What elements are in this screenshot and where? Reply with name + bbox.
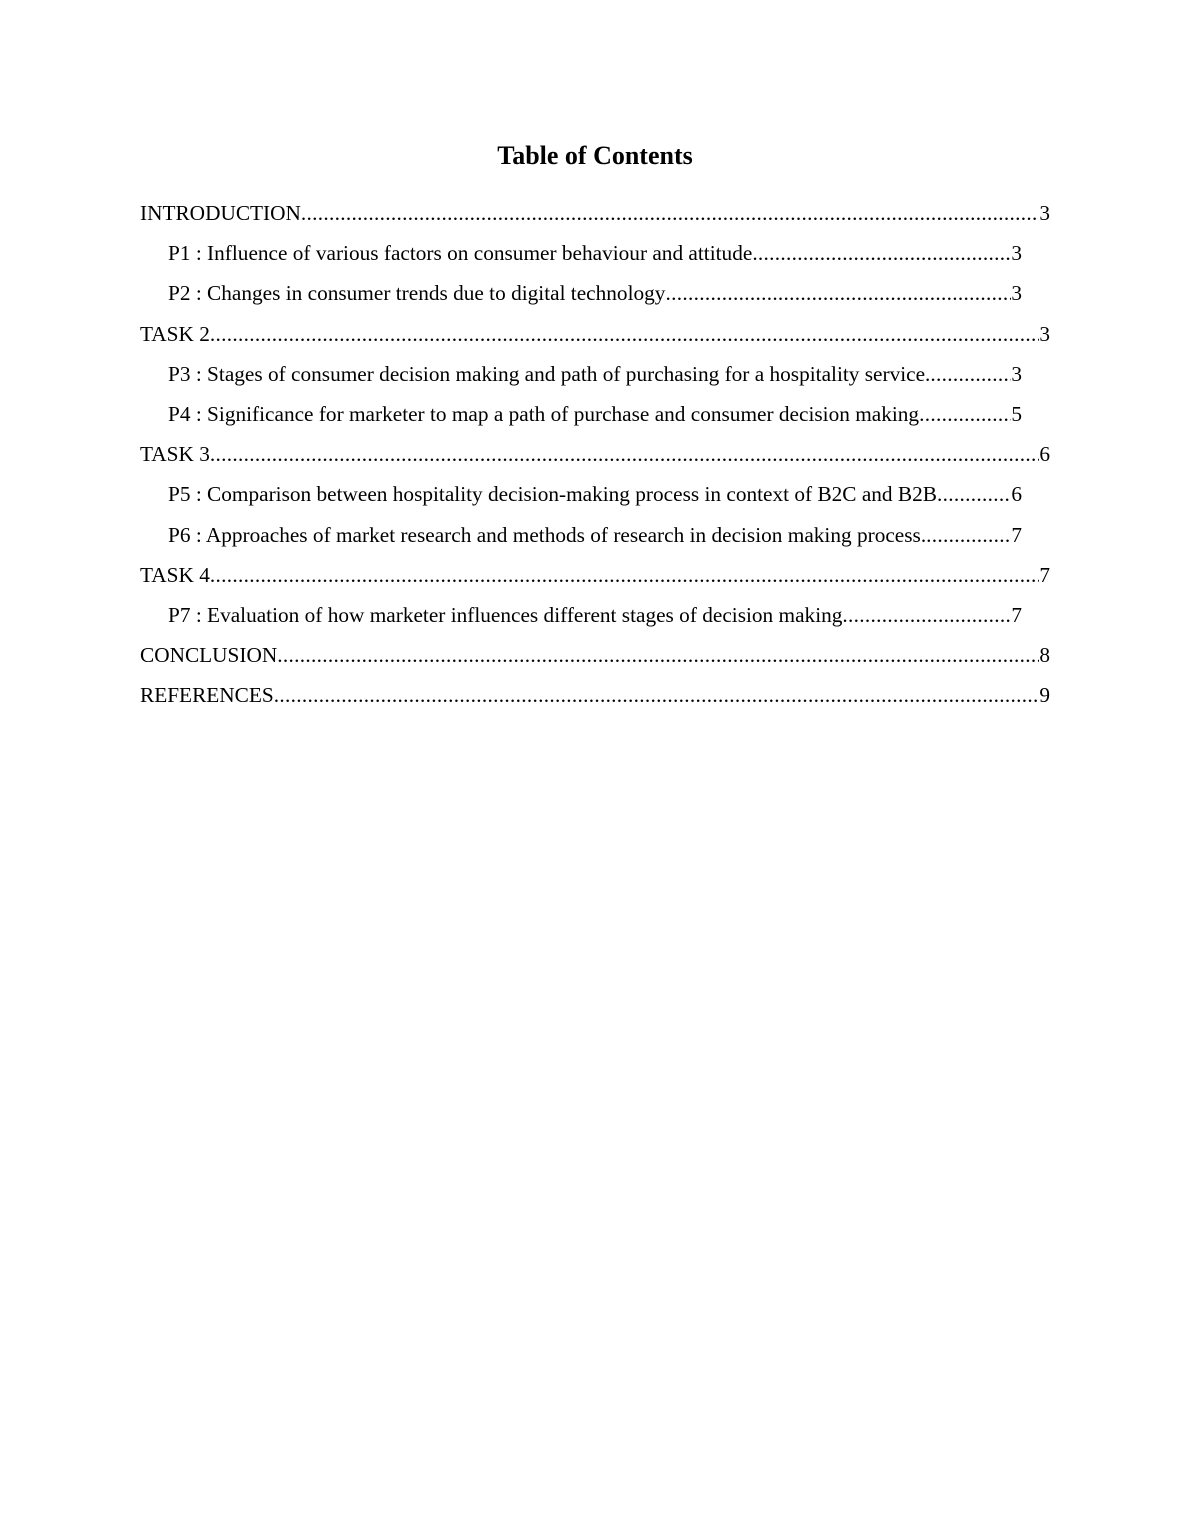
toc-entry-p3[interactable] — [168, 354, 1022, 394]
toc-entry-text: INTRODUCTION — [140, 201, 301, 225]
toc-entry-text: P3 : Stages of consumer decision making and path of purchasing for a hospitality service. — [168, 361, 931, 386]
toc-leader-dots — [210, 434, 1039, 474]
toc-page-number: 7 — [1011, 602, 1022, 627]
toc-entry-p7[interactable] — [168, 595, 1022, 635]
toc-leader-dots — [930, 354, 1011, 394]
toc-leader-dots — [665, 273, 1011, 313]
toc-entry-text: P7 : Evaluation of how marketer influences different stages of decision making — [168, 602, 843, 627]
toc-leader-dots — [926, 515, 1011, 555]
toc-entry-text: P4 : Significance for marketer to map a path of purchase and consumer decision making — [168, 401, 920, 426]
toc-entry-p5[interactable] — [168, 474, 1022, 514]
toc-entry-text: TASK 2 — [140, 321, 210, 346]
toc-leader-dots — [277, 635, 1039, 675]
toc-leader-dots — [752, 233, 1011, 273]
toc-entry-text: P2 : Changes in consumer trends due to digital technology — [168, 281, 666, 306]
toc-leader-dots — [210, 555, 1039, 595]
toc-entry-text: TASK 4 — [140, 562, 210, 587]
toc-entry-text: P6 : Approaches of market research and methods of research in decision making process. — [168, 522, 927, 547]
toc-leader-dots — [919, 394, 1011, 434]
toc-entry-text: P5 : Comparison between hospitality decision-making process in context of B2C and B2B — [168, 482, 937, 507]
toc-page-number: 8 — [1039, 643, 1050, 668]
toc-entry-conclusion[interactable] — [140, 635, 1050, 675]
toc-leader-dots — [210, 314, 1039, 354]
toc-page-number: 9 — [1039, 683, 1050, 708]
toc-entry-task-4[interactable] — [140, 555, 1050, 595]
toc-leader-dots — [937, 474, 1011, 514]
toc-entry-text: TASK 3 — [140, 442, 210, 467]
toc-page-number: 3 — [1039, 201, 1050, 225]
toc-page-number: 7 — [1039, 562, 1050, 587]
toc-entry-introduction[interactable] — [140, 193, 1050, 233]
toc-page-number: 5 — [1011, 401, 1022, 426]
toc-page-number: 6 — [1011, 482, 1022, 507]
toc-title: Table of Contents — [497, 141, 693, 170]
toc-leader-dots — [842, 595, 1011, 635]
toc-page-number: 3 — [1011, 361, 1022, 386]
toc-entry-p2[interactable] — [168, 273, 1022, 313]
toc-list — [140, 193, 1050, 715]
toc-entry-p1[interactable] — [168, 233, 1022, 273]
toc-entry-references[interactable] — [140, 675, 1050, 715]
toc-entry-p6[interactable] — [168, 515, 1022, 555]
toc-entry-text: CONCLUSION — [140, 643, 278, 668]
toc-entry-p4[interactable] — [168, 394, 1022, 434]
toc-page-number: 3 — [1039, 321, 1050, 346]
toc-leader-dots — [301, 193, 1039, 233]
toc-entry-task-2[interactable] — [140, 314, 1050, 354]
toc-entry-task-3[interactable] — [140, 434, 1050, 474]
toc-leader-dots — [274, 675, 1040, 715]
toc-page-number: 7 — [1011, 522, 1022, 547]
toc-page-number: 6 — [1039, 442, 1050, 467]
toc-page-number: 3 — [1011, 241, 1022, 266]
toc-entry-text: REFERENCES — [140, 683, 274, 708]
toc-entry-text: P1 : Influence of various factors on consumer behaviour and attitude — [168, 241, 753, 266]
toc-page-number: 3 — [1011, 281, 1022, 306]
